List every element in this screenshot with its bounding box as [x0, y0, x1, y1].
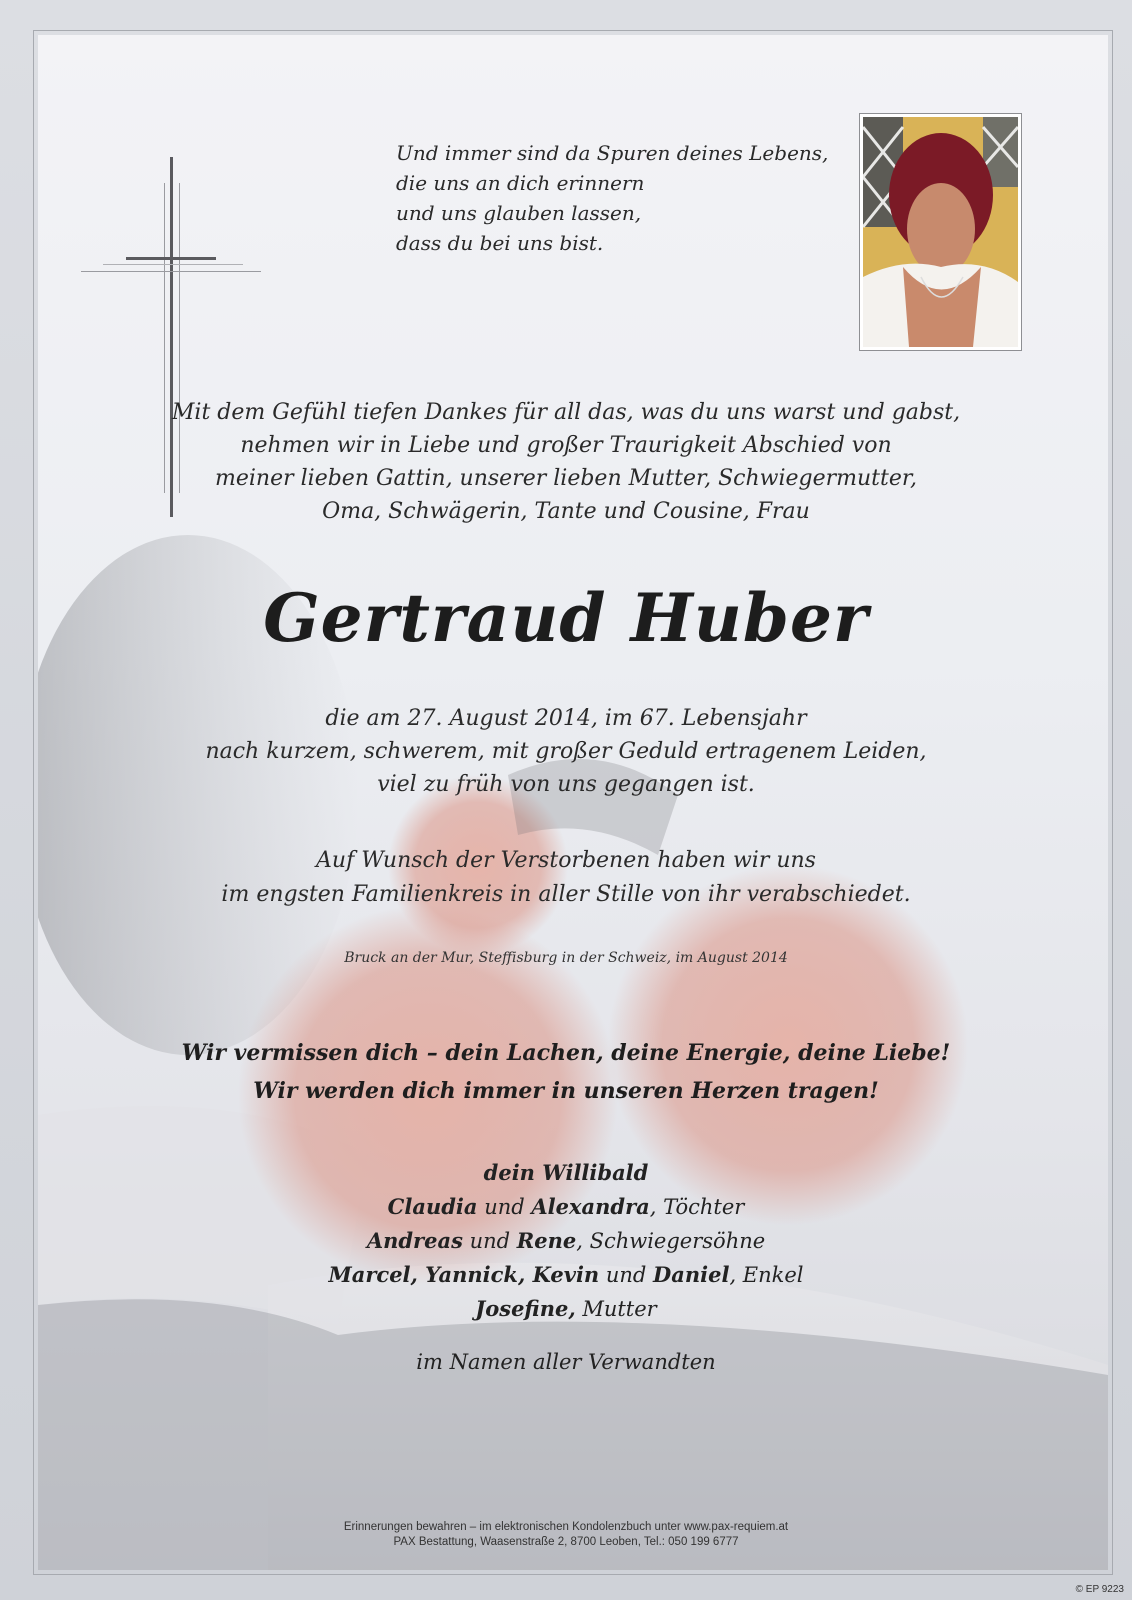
- family-list: [0, 1156, 1132, 1326]
- family-line: [0, 1292, 1132, 1326]
- poem-line: die uns an dich erinnern: [396, 171, 645, 195]
- intro-paragraph: [0, 396, 1132, 528]
- family-joiner: und: [477, 1195, 532, 1219]
- family-name: Josefine,: [475, 1296, 576, 1321]
- deceased-name: Gertraud Huber: [263, 579, 869, 657]
- family-line: [0, 1190, 1132, 1224]
- family-name: Rene: [516, 1228, 577, 1253]
- family-name: Alexandra: [531, 1194, 650, 1219]
- closing-line: im Namen aller Verwandten: [416, 1350, 716, 1374]
- miss-message: [0, 1034, 1132, 1110]
- death-notice: [0, 702, 1132, 801]
- funeral-wish: [0, 844, 1132, 912]
- family-line: [0, 1156, 1132, 1190]
- miss-line: Wir vermissen dich – dein Lachen, deine Energie, deine Liebe!: [181, 1040, 951, 1066]
- intro-line: nehmen wir in Liebe und großer Traurigkeit Abschied von: [240, 433, 892, 458]
- wish-line: im engsten Familienkreis in aller Stille von ihr verabschiedet.: [221, 882, 911, 907]
- death-line: viel zu früh von uns gegangen ist.: [377, 772, 755, 797]
- print-code: © EP 9223: [1075, 1584, 1124, 1595]
- intro-line: Mit dem Gefühl tiefen Dankes für all das, was du uns warst und gabst,: [171, 400, 961, 425]
- death-line: die am 27. August 2014, im 67. Lebensjahr: [325, 706, 807, 731]
- miss-line: Wir werden dich immer in unseren Herzen tragen!: [253, 1078, 879, 1104]
- family-role: , Enkel: [729, 1263, 804, 1287]
- family-name: Claudia: [387, 1194, 478, 1219]
- family-role: , Töchter: [649, 1195, 745, 1219]
- intro-line: Oma, Schwägerin, Tante und Cousine, Frau: [322, 499, 810, 524]
- family-name: Marcel, Yannick, Kevin: [328, 1262, 600, 1287]
- family-joiner: und: [599, 1263, 654, 1287]
- poem-line: Und immer sind da Spuren deines Lebens,: [396, 141, 829, 165]
- death-line: nach kurzem, schwerem, mit großer Geduld ertragenem Leiden,: [205, 739, 927, 764]
- intro-line: meiner lieben Gattin, unserer lieben Mutter, Schwiegermutter,: [215, 466, 917, 491]
- family-role: , Schwiegersöhne: [576, 1229, 766, 1253]
- family-name: dein Willibald: [483, 1160, 649, 1185]
- family-role: Mutter: [575, 1297, 657, 1321]
- wish-line: Auf Wunsch der Verstorbenen haben wir uns: [316, 848, 816, 873]
- poem-line: dass du bei uns bist.: [396, 231, 604, 255]
- footer-condolence-line: Erinnerungen bewahren – im elektronischen Kondolenzbuch unter www.pax-requiem.at: [343, 1521, 789, 1533]
- family-name: Andreas: [366, 1228, 463, 1253]
- family-name: Daniel: [653, 1262, 730, 1287]
- family-joiner: und: [462, 1229, 517, 1253]
- footer-address-line: PAX Bestattung, Waasenstraße 2, 8700 Leoben, Tel.: 050 199 6777: [393, 1536, 739, 1548]
- place-date: Bruck an der Mur, Steffisburg in der Schweiz, im August 2014: [344, 950, 788, 966]
- family-line: [0, 1224, 1132, 1258]
- portrait-image: [863, 117, 1018, 347]
- footer: [0, 1520, 1132, 1550]
- poem-verse: [396, 138, 828, 258]
- portrait-photo: [859, 113, 1022, 351]
- poem-line: und uns glauben lassen,: [396, 201, 642, 225]
- family-line: [0, 1258, 1132, 1292]
